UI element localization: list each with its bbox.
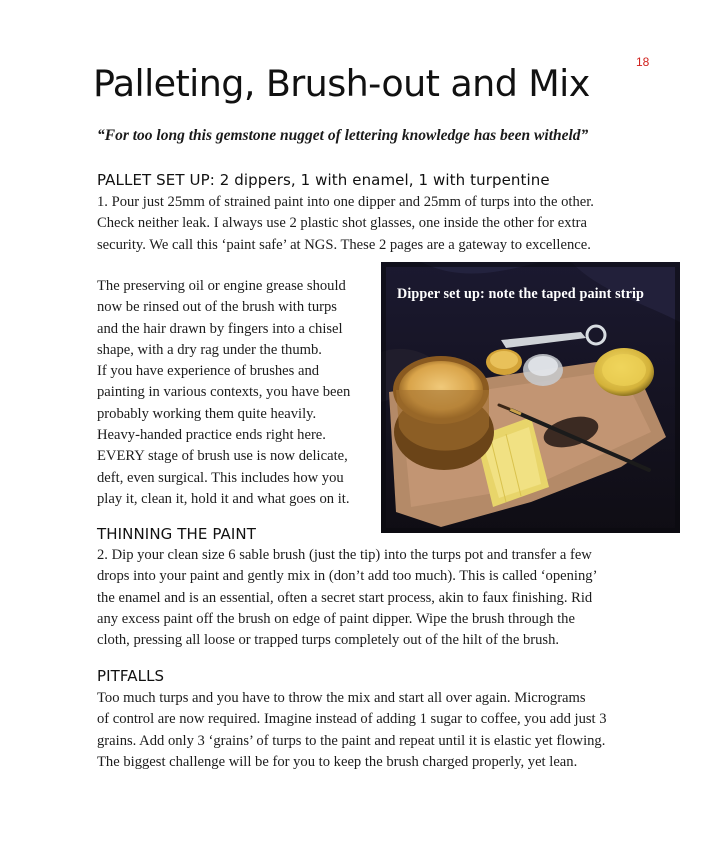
text-line: shape, with a dry rag under the thumb. bbox=[97, 341, 322, 358]
paragraph-preserving-oil bbox=[97, 276, 350, 510]
paragraph-pallet-setup bbox=[97, 192, 594, 256]
photo-caption: Dipper set up: note the taped paint strip bbox=[397, 286, 645, 302]
text-line: the enamel and is an essential, often a secret start process, akin to faux finishing. Rid bbox=[97, 589, 593, 606]
dipper-setup-photo bbox=[381, 262, 680, 533]
intro-quote: “For too long this gemstone nugget of lettering knowledge has been witheld” bbox=[97, 127, 589, 144]
text-line: The preserving oil or engine grease should bbox=[97, 278, 346, 294]
text-line: play it, clean it, hold it and what goes on it. bbox=[97, 490, 350, 507]
text-line: security. We call this ‘paint safe’ at NGS. These 2 pages are a gateway to excellence. bbox=[97, 236, 591, 253]
text-line: EVERY stage of brush use is now delicate, bbox=[97, 448, 348, 465]
text-line: deft, even surgical. This includes how you bbox=[97, 469, 344, 486]
text-line: painting in various contexts, you have been bbox=[97, 384, 351, 401]
page-title: Palleting, Brush-out and Mix bbox=[93, 62, 590, 105]
text-line: any excess paint off the brush on edge of paint dipper. Wipe the brush through the bbox=[97, 610, 575, 627]
text-line: drops into your paint and gently mix in (don’t add too much). This is called ‘opening’ bbox=[97, 568, 598, 585]
text-line: grains. Add only 3 ‘grains’ of turps to the paint and repeat until it is elastic yet flowing. bbox=[97, 732, 606, 749]
section-heading-pitfalls: PITFALLS bbox=[97, 667, 165, 685]
text-line: Check neither leak. I always use 2 plastic shot glasses, one inside the other for extra bbox=[97, 215, 587, 232]
section-heading-thinning: THINNING THE PAINT bbox=[97, 525, 256, 543]
text-line: cloth, pressing all loose or trapped turps completely out of the hilt of the brush. bbox=[97, 632, 560, 649]
section-heading-pallet-setup: PALLET SET UP: 2 dippers, 1 with enamel, 1 with turpentine bbox=[97, 171, 550, 189]
page-number: 18 bbox=[636, 55, 650, 69]
text-line: probably working them quite heavily. bbox=[97, 405, 317, 422]
text-line: 2. Dip your clean size 6 sable brush (just the tip) into the turps pot and transfer a few bbox=[97, 547, 592, 563]
paragraph-thinning bbox=[97, 545, 597, 651]
text-line: Heavy-handed practice ends right here. bbox=[97, 427, 326, 444]
text-line: now be rinsed out of the brush with turps bbox=[97, 299, 337, 316]
text-line: and the hair drawn by fingers into a chisel bbox=[97, 320, 343, 337]
text-line: Too much turps and you have to throw the mix and start all over again. Micrograms bbox=[97, 690, 586, 706]
paragraph-pitfalls bbox=[97, 688, 607, 773]
text-line: of control are now required. Imagine instead of adding 1 sugar to coffee, you add just 3 bbox=[97, 711, 607, 728]
text-line: If you have experience of brushes and bbox=[97, 363, 320, 380]
text-line: 1. Pour just 25mm of strained paint into one dipper and 25mm of turps into the other. bbox=[97, 194, 594, 210]
text-line: The biggest challenge will be for you to keep the brush charged properly, yet lean. bbox=[97, 753, 578, 770]
